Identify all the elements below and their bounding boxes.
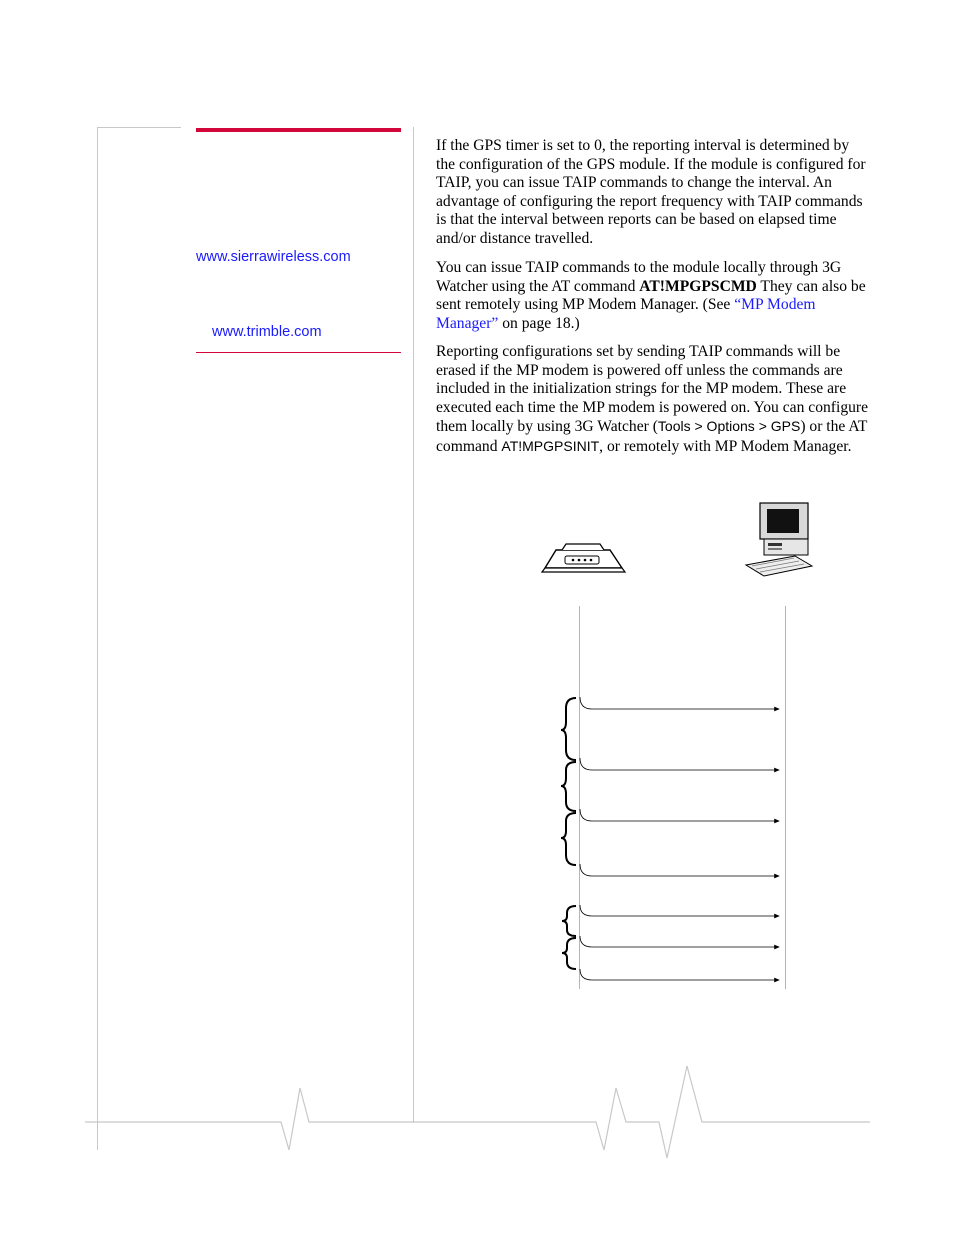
report-arrows-group-1 [580, 697, 779, 876]
trimble-link[interactable]: www.trimble.com [212, 324, 322, 340]
report-arrows-group-2 [580, 905, 779, 980]
interval-braces-group-2 [562, 906, 576, 969]
footer-decoration [85, 1066, 870, 1158]
mp-modem-manager-xref[interactable]: “MP Modem Manager” [436, 296, 816, 332]
interval-braces-group-1 [561, 698, 576, 865]
paragraph-gps-timer: If the GPS timer is set to 0, the reporting interval is determined by the configuration of the GPS module. If the module is configured for TAIP, you can issue TAIP commands to change the interval. An advantage of configuring the report frequency with TAIP commands is that the interval between reports can be based on elapsed time and/or distance travelled. [436, 137, 866, 247]
para2-text-c: on page 18.) [498, 314, 580, 332]
computer-icon [746, 503, 812, 576]
para2-text-b: They can also be sent remotely using MP Modem Manager. (See [436, 277, 866, 314]
para3-text-c: , or remotely with MP Modem Manager. [599, 437, 852, 455]
modem-icon [542, 544, 625, 572]
at-mpgpscmd-command: AT!MPGPSCMD [639, 277, 757, 295]
para3-text-b: ) or the AT command [436, 418, 868, 455]
para3-text-a: Reporting configurations set by sending TAIP commands will be erased if the MP modem is powered off unless the commands are included in the initialization strings for the MP modem. These are executed each time the MP modem is powered on. You can configure them locally by using 3G Watcher ( [436, 343, 869, 436]
para2-text-a: You can issue TAIP commands to the module locally through 3G Watcher using the AT command [436, 259, 842, 295]
sierrawireless-link[interactable]: www.sierrawireless.com [196, 249, 351, 265]
at-mpgpsinit-command: AT!MPGPSINIT [501, 437, 600, 454]
tools-options-gps-menu-path: Tools > Options > GPS [657, 418, 801, 435]
